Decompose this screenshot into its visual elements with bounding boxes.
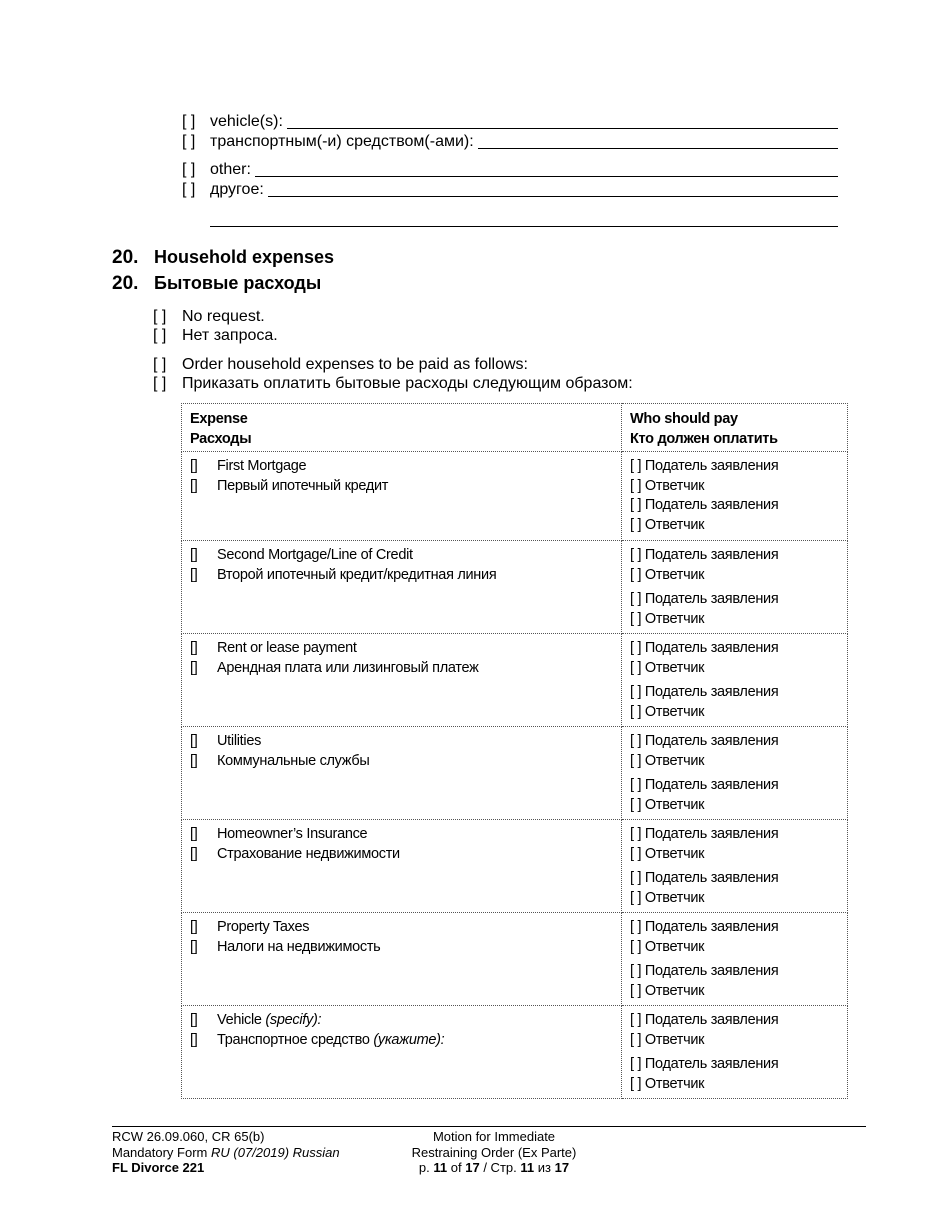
checkbox[interactable]: [ ]	[153, 327, 167, 344]
checkbox[interactable]: []	[190, 1012, 198, 1028]
expense-en: First Mortgage	[217, 458, 307, 474]
expense-cell	[182, 1006, 622, 1099]
section-number: 20.	[112, 247, 139, 268]
table-header-row	[182, 404, 848, 452]
expense-en: Rent or lease payment	[217, 640, 357, 656]
footer-left	[112, 1129, 402, 1176]
checkbox[interactable]: []	[190, 752, 198, 769]
expenses-table	[181, 403, 848, 1099]
who-cell	[622, 727, 848, 820]
payer-respondent-option[interactable]: [ ] Ответчик	[630, 516, 705, 533]
checkbox[interactable]: []	[190, 1031, 198, 1048]
footer-rule	[112, 1126, 866, 1127]
payer-petitioner-option[interactable]: [ ] Податель заявления	[630, 547, 779, 563]
no-request-en-label: No request.	[182, 308, 265, 325]
checkbox[interactable]: [ ]	[153, 375, 167, 392]
order-expenses-en	[153, 355, 528, 375]
checkbox[interactable]: [ ]	[182, 161, 196, 178]
expense-en: Utilities	[217, 733, 262, 749]
expense-ru: Транспортное средство (укажите):	[217, 1031, 445, 1048]
checkbox[interactable]: [ ]	[153, 308, 167, 325]
other-ru-label: другое:	[210, 181, 264, 198]
vehicles-ru-label: транспортным(-и) средством(-ами):	[210, 133, 474, 150]
expense-cell	[182, 634, 622, 727]
footer-rcw: RCW 26.09.060, CR 65(b)	[112, 1129, 265, 1144]
payer-petitioner-option[interactable]: [ ] Податель заявления	[630, 684, 779, 700]
payer-respondent-option[interactable]: [ ] Ответчик	[630, 938, 705, 955]
payer-respondent-option[interactable]: [ ] Ответчик	[630, 796, 705, 813]
who-cell	[622, 452, 848, 541]
checkbox[interactable]: []	[190, 826, 198, 842]
expense-ru: Страхование недвижимости	[217, 845, 400, 862]
section-20-heading-ru	[112, 273, 612, 297]
other-ru-fill-line[interactable]	[268, 196, 838, 197]
header-expense-en: Expense	[190, 411, 248, 427]
checkbox[interactable]: []	[190, 845, 198, 862]
order-expenses-ru-label: Приказать оплатить бытовые расходы следующим образом:	[182, 375, 633, 392]
payer-petitioner-option[interactable]: [ ] Податель заявления	[630, 591, 779, 607]
checkbox[interactable]: []	[190, 733, 198, 749]
footer-page-number: p. 11 of 17 / Стр. 11 из 17	[418, 1160, 570, 1175]
payer-respondent-option[interactable]: [ ] Ответчик	[630, 752, 705, 769]
expense-en: Second Mortgage/Line of Credit	[217, 547, 413, 563]
who-cell	[622, 1006, 848, 1099]
payer-respondent-option[interactable]: [ ] Ответчик	[630, 659, 705, 676]
checkbox[interactable]: []	[190, 938, 198, 955]
table-row	[182, 634, 848, 727]
footer-title-line1: Motion for Immediate	[432, 1129, 556, 1144]
expense-cell	[182, 452, 622, 541]
payer-petitioner-option[interactable]: [ ] Податель заявления	[630, 497, 779, 513]
header-expense	[182, 404, 622, 452]
checkbox[interactable]: []	[190, 566, 198, 583]
who-cell	[622, 913, 848, 1006]
expense-ru: Налоги на недвижимость	[217, 938, 381, 955]
expense-en: Vehicle (specify):	[217, 1012, 322, 1028]
payer-respondent-option[interactable]: [ ] Ответчик	[630, 982, 705, 999]
checkbox[interactable]: []	[190, 547, 198, 563]
payer-respondent-option[interactable]: [ ] Ответчик	[630, 566, 705, 583]
table-row	[182, 452, 848, 541]
payer-respondent-option[interactable]: [ ] Ответчик	[630, 889, 705, 906]
payer-respondent-option[interactable]: [ ] Ответчик	[630, 1075, 705, 1092]
who-cell	[622, 541, 848, 634]
checkbox[interactable]: []	[190, 458, 198, 474]
no-request-ru-label: Нет запроса.	[182, 327, 278, 344]
vehicles-ru-line	[182, 132, 838, 152]
payer-respondent-option[interactable]: [ ] Ответчик	[630, 610, 705, 627]
payer-petitioner-option[interactable]: [ ] Податель заявления	[630, 963, 779, 979]
no-request-ru	[153, 326, 278, 346]
table-row	[182, 727, 848, 820]
expense-cell	[182, 727, 622, 820]
no-request-en	[153, 307, 265, 327]
who-cell	[622, 634, 848, 727]
section-title-en: Household expenses	[154, 247, 335, 267]
section-20-heading-en	[112, 247, 612, 271]
table-row	[182, 820, 848, 913]
payer-petitioner-option[interactable]: [ ] Податель заявления	[630, 640, 779, 656]
who-cell	[622, 820, 848, 913]
payer-respondent-option[interactable]: [ ] Ответчик	[630, 703, 705, 720]
payer-respondent-option[interactable]: [ ] Ответчик	[630, 845, 705, 862]
expense-cell	[182, 820, 622, 913]
section-title-ru: Бытовые расходы	[154, 273, 322, 293]
footer-title-line2: Restraining Order (Ex Parte)	[411, 1144, 577, 1160]
vehicles-ru-fill-line[interactable]	[478, 148, 838, 149]
expense-en: Property Taxes	[217, 919, 310, 935]
table-row	[182, 541, 848, 634]
expense-en: Homeowner’s Insurance	[217, 826, 368, 842]
payer-petitioner-option[interactable]: [ ] Податель заявления	[630, 1012, 779, 1028]
expense-ru: Арендная плата или лизинговый платеж	[217, 659, 479, 676]
vehicles-en-line	[182, 112, 838, 132]
payer-petitioner-option[interactable]: [ ] Податель заявления	[630, 1056, 779, 1072]
other-en-line	[182, 160, 838, 180]
footer-mandatory: Mandatory Form RU (07/2019) Russian	[112, 1144, 340, 1160]
header-who-en: Who should pay	[630, 411, 738, 427]
expense-cell	[182, 541, 622, 634]
payer-petitioner-option[interactable]: [ ] Податель заявления	[630, 826, 779, 842]
checkbox[interactable]: [ ]	[182, 133, 196, 150]
payer-petitioner-option[interactable]: [ ] Податель заявления	[630, 777, 779, 793]
checkbox[interactable]: []	[190, 477, 198, 494]
checkbox[interactable]: [ ]	[153, 356, 167, 373]
other-extra-fill-line[interactable]	[210, 226, 838, 227]
checkbox[interactable]: [ ]	[182, 181, 196, 198]
header-expense-ru: Расходы	[190, 431, 252, 447]
checkbox[interactable]: []	[190, 640, 198, 656]
checkbox[interactable]: []	[190, 919, 198, 935]
payer-respondent-option[interactable]: [ ] Ответчик	[630, 1031, 705, 1048]
other-ru-line	[182, 180, 838, 200]
expense-ru: Второй ипотечный кредит/кредитная линия	[217, 566, 497, 583]
section-number: 20.	[112, 273, 139, 294]
expense-cell	[182, 913, 622, 1006]
order-expenses-ru	[153, 374, 633, 394]
other-en-label: other:	[210, 161, 251, 178]
payer-petitioner-option[interactable]: [ ] Податель заявления	[630, 733, 779, 749]
vehicles-en-label: vehicle(s):	[210, 113, 283, 130]
payer-petitioner-option[interactable]: [ ] Податель заявления	[630, 919, 779, 935]
vehicles-fill-line[interactable]	[287, 128, 838, 129]
other-fill-line[interactable]	[255, 176, 838, 177]
header-who	[622, 404, 848, 452]
expense-ru: Коммунальные службы	[217, 752, 370, 769]
payer-petitioner-option[interactable]: [ ] Податель заявления	[630, 458, 779, 474]
expense-ru: Первый ипотечный кредит	[217, 477, 389, 494]
order-expenses-en-label: Order household expenses to be paid as follows:	[182, 356, 528, 373]
footer-center	[384, 1129, 604, 1176]
checkbox[interactable]: []	[190, 659, 198, 676]
table-row	[182, 913, 848, 1006]
payer-petitioner-option[interactable]: [ ] Податель заявления	[630, 870, 779, 886]
payer-respondent-option[interactable]: [ ] Ответчик	[630, 477, 705, 494]
header-who-ru: Кто должен оплатить	[630, 431, 778, 447]
table-row	[182, 1006, 848, 1099]
footer-form-id: FL Divorce 221	[112, 1160, 205, 1175]
checkbox[interactable]: [ ]	[182, 113, 196, 130]
